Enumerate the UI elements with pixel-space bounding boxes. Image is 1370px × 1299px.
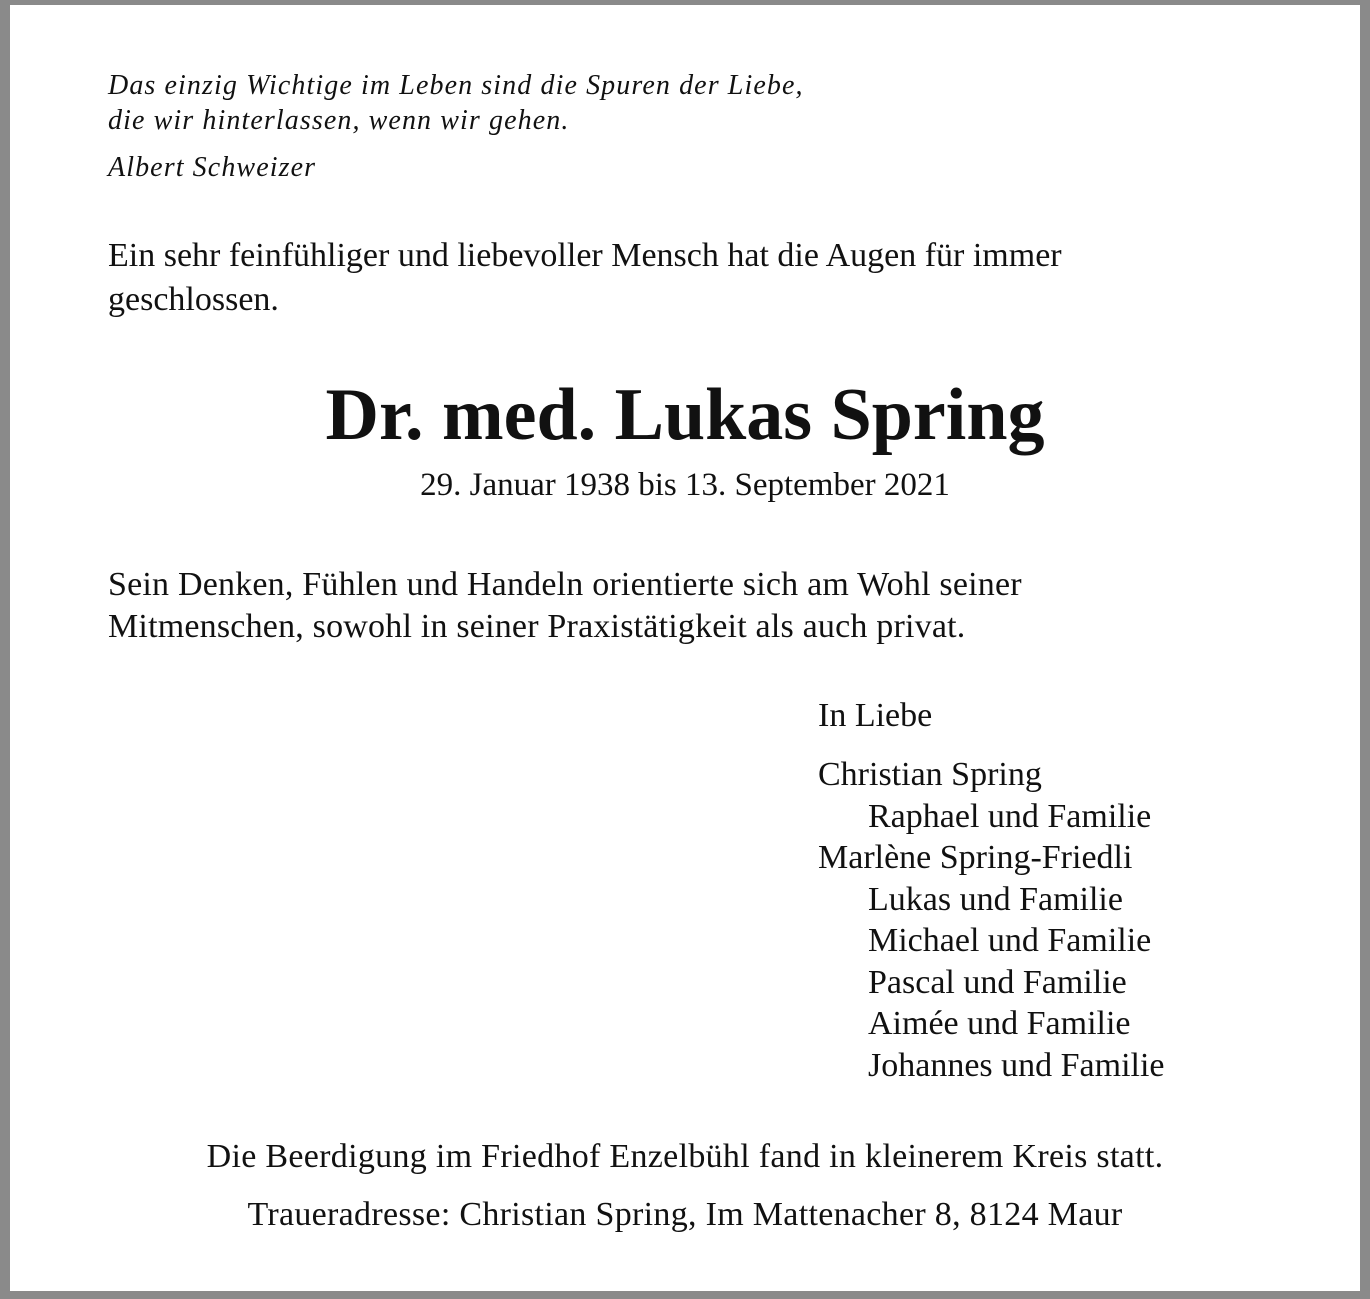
intro-line-2: geschlossen. — [108, 281, 279, 318]
quote-line-1: Das einzig Wichtige im Leben sind die Spuren der Liebe, — [108, 70, 804, 101]
burial-notice: Die Beerdigung im Friedhof Enzelbühl fand in kleinerem Kreis statt. — [206, 1138, 1164, 1175]
description-line-2: Mitmenschen, sowohl in seiner Praxistätigkeit als auch privat. — [108, 608, 966, 645]
mourner-family: Pascal und Familie — [868, 964, 1127, 1001]
quote-author: Albert Schweizer — [108, 152, 317, 183]
quote-line-2: die wir hinterlassen, wenn wir gehen. — [108, 105, 570, 136]
mourners-heading: In Liebe — [818, 697, 933, 734]
intro-line-1: Ein sehr feinfühliger und liebevoller Mensch hat die Augen für immer — [108, 237, 1062, 274]
mourner-family: Lukas und Familie — [868, 881, 1123, 918]
mourner-name: Marlène Spring-Friedli — [818, 839, 1133, 876]
description-line-1: Sein Denken, Fühlen und Handeln orientierte sich am Wohl seiner — [108, 566, 1022, 603]
mourner-family: Michael und Familie — [868, 922, 1152, 959]
mourning-address: Traueradresse: Christian Spring, Im Mattenacher 8, 8124 Maur — [247, 1196, 1123, 1233]
mourner-family: Aimée und Familie — [868, 1005, 1131, 1042]
deceased-name: Dr. med. Lukas Spring — [325, 374, 1045, 456]
mourner-family: Johannes und Familie — [868, 1047, 1165, 1084]
life-dates: 29. Januar 1938 bis 13. September 2021 — [420, 467, 950, 503]
mourner-family: Raphael und Familie — [868, 798, 1152, 835]
mourner-name: Christian Spring — [818, 756, 1042, 793]
